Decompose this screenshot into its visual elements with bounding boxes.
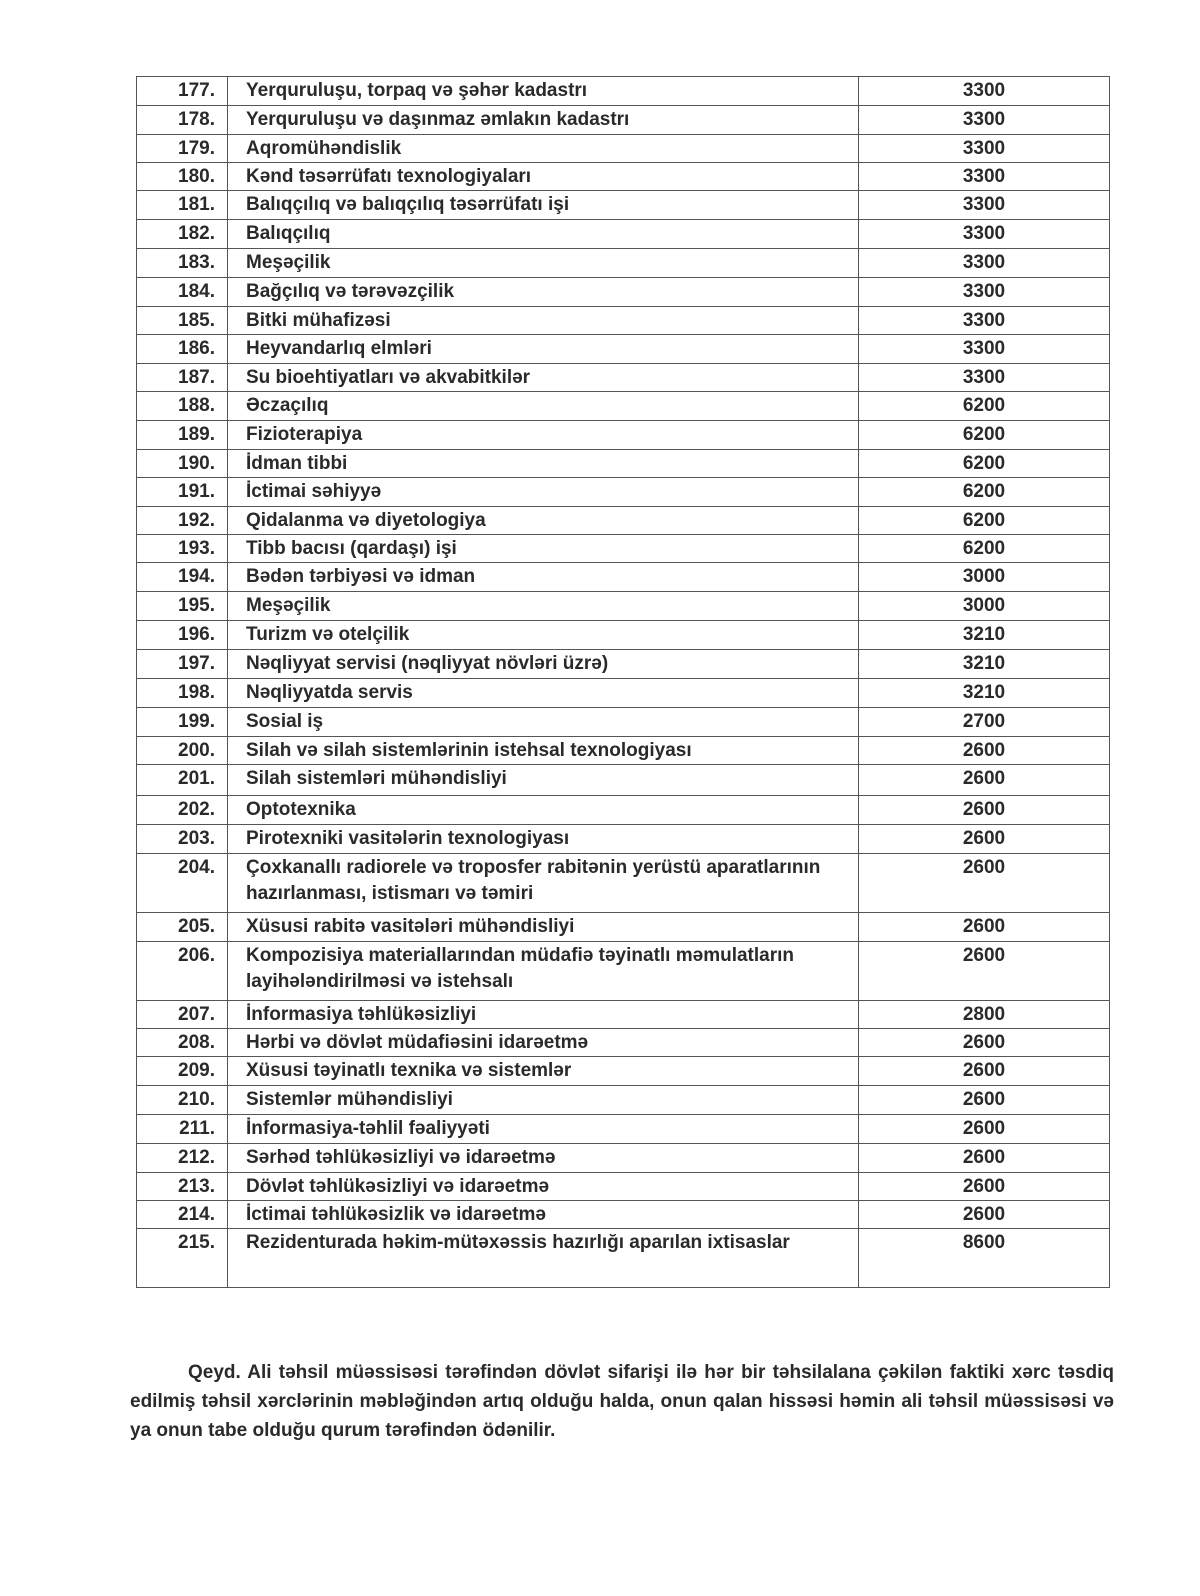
cost-value: 3000: [859, 563, 1110, 592]
table-row: [137, 737, 1110, 765]
cost-value: 3210: [859, 679, 1110, 708]
table-row: [137, 335, 1110, 364]
specialty-name: Rezidenturada həkim-mütəxəssis hazırlığı aparılan ixtisaslar: [228, 1229, 859, 1288]
cost-value: 3300: [859, 364, 1110, 392]
row-number: 187.: [137, 364, 228, 392]
row-number: 180.: [137, 163, 228, 191]
specialty-name: Turizm və otelçilik: [228, 621, 859, 650]
cost-value: 3300: [859, 278, 1110, 307]
table-row: [137, 507, 1110, 535]
table-row: [137, 1173, 1110, 1201]
table-row: [137, 1086, 1110, 1115]
cost-value: 3000: [859, 592, 1110, 621]
table-row: [137, 364, 1110, 392]
table-row: [137, 220, 1110, 249]
cost-value: 8600: [859, 1229, 1110, 1288]
cost-value: 2600: [859, 942, 1110, 1001]
cost-value: 2600: [859, 1115, 1110, 1144]
row-number: 205.: [137, 913, 228, 942]
specialty-name: Balıqçılıq: [228, 220, 859, 249]
specialty-name: Yerquruluşu, torpaq və şəhər kadastrı: [228, 77, 859, 106]
table-row: [137, 1057, 1110, 1086]
specialty-name: Xüsusi təyinatlı texnika və sistemlər: [228, 1057, 859, 1086]
row-number: 190.: [137, 450, 228, 478]
cost-value: 3210: [859, 621, 1110, 650]
cost-value: 3300: [859, 249, 1110, 278]
row-number: 208.: [137, 1029, 228, 1057]
table-row: [137, 913, 1110, 942]
table-row: [137, 191, 1110, 220]
cost-value: 2600: [859, 1057, 1110, 1086]
table-row: [137, 1001, 1110, 1029]
specialty-name: Meşəçilik: [228, 592, 859, 621]
specialty-name: Çoxkanallı radiorele və troposfer rabitənin yerüstü aparatlarının hazırlanması, istismarı və təmiri: [228, 854, 859, 913]
cost-value: 2600: [859, 1029, 1110, 1057]
row-number: 210.: [137, 1086, 228, 1115]
cost-value: 6200: [859, 392, 1110, 421]
table-row: [137, 1201, 1110, 1229]
specialty-name: İctimai səhiyyə: [228, 478, 859, 507]
table-row: [137, 796, 1110, 825]
table-row: [137, 450, 1110, 478]
cost-value: 3300: [859, 106, 1110, 135]
cost-value: 3300: [859, 163, 1110, 191]
cost-value: 6200: [859, 478, 1110, 507]
table-row: [137, 1115, 1110, 1144]
row-number: 212.: [137, 1144, 228, 1173]
table-row: [137, 765, 1110, 796]
cost-value: 2600: [859, 913, 1110, 942]
table-row: [137, 421, 1110, 450]
cost-value: 3300: [859, 307, 1110, 335]
specialty-name: Kompozisiya materiallarından müdafiə təyinatlı məmulatların layihələndirilməsi və istehsalı: [228, 942, 859, 1001]
specialty-name: Əczaçılıq: [228, 392, 859, 421]
row-number: 198.: [137, 679, 228, 708]
cost-value: 2600: [859, 1173, 1110, 1201]
row-number: 202.: [137, 796, 228, 825]
row-number: 207.: [137, 1001, 228, 1029]
table-row: [137, 307, 1110, 335]
cost-value: 3210: [859, 650, 1110, 679]
specialty-name: Nəqliyyatda servis: [228, 679, 859, 708]
cost-value: 6200: [859, 507, 1110, 535]
row-number: 196.: [137, 621, 228, 650]
table-row: [137, 135, 1110, 163]
cost-value: 2700: [859, 708, 1110, 737]
table-row: [137, 621, 1110, 650]
row-number: 215.: [137, 1229, 228, 1288]
cost-value: 2600: [859, 796, 1110, 825]
specialty-name: Nəqliyyat servisi (nəqliyyat növləri üzrə): [228, 650, 859, 679]
cost-value: 3300: [859, 191, 1110, 220]
table-row: [137, 563, 1110, 592]
row-number: 201.: [137, 765, 228, 796]
specialty-name: Su bioehtiyatları və akvabitkilər: [228, 364, 859, 392]
specialty-name: Fizioterapiya: [228, 421, 859, 450]
cost-value: 2600: [859, 765, 1110, 796]
specialty-name: Sosial iş: [228, 708, 859, 737]
specialty-name: Balıqçılıq və balıqçılıq təsərrüfatı işi: [228, 191, 859, 220]
specialty-name: İnformasiya-təhlil fəaliyyəti: [228, 1115, 859, 1144]
row-number: 211.: [137, 1115, 228, 1144]
specialties-cost-table: [136, 76, 1110, 1288]
table-row: [137, 535, 1110, 563]
row-number: 203.: [137, 825, 228, 854]
specialty-name: Optotexnika: [228, 796, 859, 825]
specialty-name: Tibb bacısı (qardaşı) işi: [228, 535, 859, 563]
table-row: [137, 679, 1110, 708]
row-number: 188.: [137, 392, 228, 421]
row-number: 200.: [137, 737, 228, 765]
table-row: [137, 163, 1110, 191]
cost-value: 3300: [859, 135, 1110, 163]
table-row: [137, 650, 1110, 679]
cost-value: 2600: [859, 1144, 1110, 1173]
row-number: 191.: [137, 478, 228, 507]
row-number: 181.: [137, 191, 228, 220]
table-row: [137, 942, 1110, 1001]
table-row: [137, 106, 1110, 135]
specialty-name: Yerquruluşu və daşınmaz əmlakın kadastrı: [228, 106, 859, 135]
row-number: 186.: [137, 335, 228, 364]
row-number: 183.: [137, 249, 228, 278]
specialty-name: Bağçılıq və tərəvəzçilik: [228, 278, 859, 307]
table-row: [137, 478, 1110, 507]
table-row: [137, 1229, 1110, 1288]
row-number: 189.: [137, 421, 228, 450]
specialty-name: Silah sistemləri mühəndisliyi: [228, 765, 859, 796]
table-row: [137, 392, 1110, 421]
table-row: [137, 1144, 1110, 1173]
table-row: [137, 708, 1110, 737]
table-row: [137, 249, 1110, 278]
cost-value: 3300: [859, 335, 1110, 364]
row-number: 192.: [137, 507, 228, 535]
row-number: 177.: [137, 77, 228, 106]
cost-value: 3300: [859, 77, 1110, 106]
table-body: [137, 77, 1110, 1288]
specialty-name: İdman tibbi: [228, 450, 859, 478]
row-number: 204.: [137, 854, 228, 913]
specialty-name: Bədən tərbiyəsi və idman: [228, 563, 859, 592]
specialty-name: İctimai təhlükəsizlik və idarəetmə: [228, 1201, 859, 1229]
row-number: 197.: [137, 650, 228, 679]
row-number: 194.: [137, 563, 228, 592]
row-number: 184.: [137, 278, 228, 307]
table-row: [137, 592, 1110, 621]
specialty-name: Meşəçilik: [228, 249, 859, 278]
specialty-name: Sistemlər mühəndisliyi: [228, 1086, 859, 1115]
row-number: 195.: [137, 592, 228, 621]
specialty-name: Bitki mühafizəsi: [228, 307, 859, 335]
cost-value: 6200: [859, 535, 1110, 563]
specialty-name: Pirotexniki vasitələrin texnologiyası: [228, 825, 859, 854]
table-row: [137, 825, 1110, 854]
specialty-name: Aqromühəndislik: [228, 135, 859, 163]
cost-value: 2600: [859, 1086, 1110, 1115]
cost-value: 2600: [859, 825, 1110, 854]
row-number: 214.: [137, 1201, 228, 1229]
specialty-name: Dövlət təhlükəsizliyi və idarəetmə: [228, 1173, 859, 1201]
cost-value: 6200: [859, 421, 1110, 450]
specialty-name: Heyvandarlıq elmləri: [228, 335, 859, 364]
cost-value: 2800: [859, 1001, 1110, 1029]
table-row: [137, 1029, 1110, 1057]
specialty-name: İnformasiya təhlükəsizliyi: [228, 1001, 859, 1029]
row-number: 182.: [137, 220, 228, 249]
row-number: 206.: [137, 942, 228, 1001]
table-row: [137, 854, 1110, 913]
table-row: [137, 77, 1110, 106]
cost-value: 6200: [859, 450, 1110, 478]
row-number: 185.: [137, 307, 228, 335]
row-number: 178.: [137, 106, 228, 135]
specialty-name: Sərhəd təhlükəsizliyi və idarəetmə: [228, 1144, 859, 1173]
cost-value: 3300: [859, 220, 1110, 249]
cost-value: 2600: [859, 1201, 1110, 1229]
table-row: [137, 278, 1110, 307]
row-number: 193.: [137, 535, 228, 563]
row-number: 209.: [137, 1057, 228, 1086]
row-number: 213.: [137, 1173, 228, 1201]
cost-value: 2600: [859, 737, 1110, 765]
specialty-name: Qidalanma və diyetologiya: [228, 507, 859, 535]
specialty-name: Kənd təsərrüfatı texnologiyaları: [228, 163, 859, 191]
specialty-name: Xüsusi rabitə vasitələri mühəndisliyi: [228, 913, 859, 942]
footnote: Qeyd. Ali təhsil müəssisəsi tərəfindən dövlət sifarişi ilə hər bir təhsilalana çəkilən faktiki xərc təsdiq edilmiş təhsil xərclərinin məbləğindən artıq olduğu halda, onun qalan hissəsi həmin ali təhsil müəssisəsi və ya onun tabe olduğu qurum tərəfindən ödənilir.: [130, 1362, 1114, 1441]
specialty-name: Hərbi və dövlət müdafiəsini idarəetmə: [228, 1029, 859, 1057]
row-number: 179.: [137, 135, 228, 163]
row-number: 199.: [137, 708, 228, 737]
cost-value: 2600: [859, 854, 1110, 913]
specialty-name: Silah və silah sistemlərinin istehsal texnologiyası: [228, 737, 859, 765]
